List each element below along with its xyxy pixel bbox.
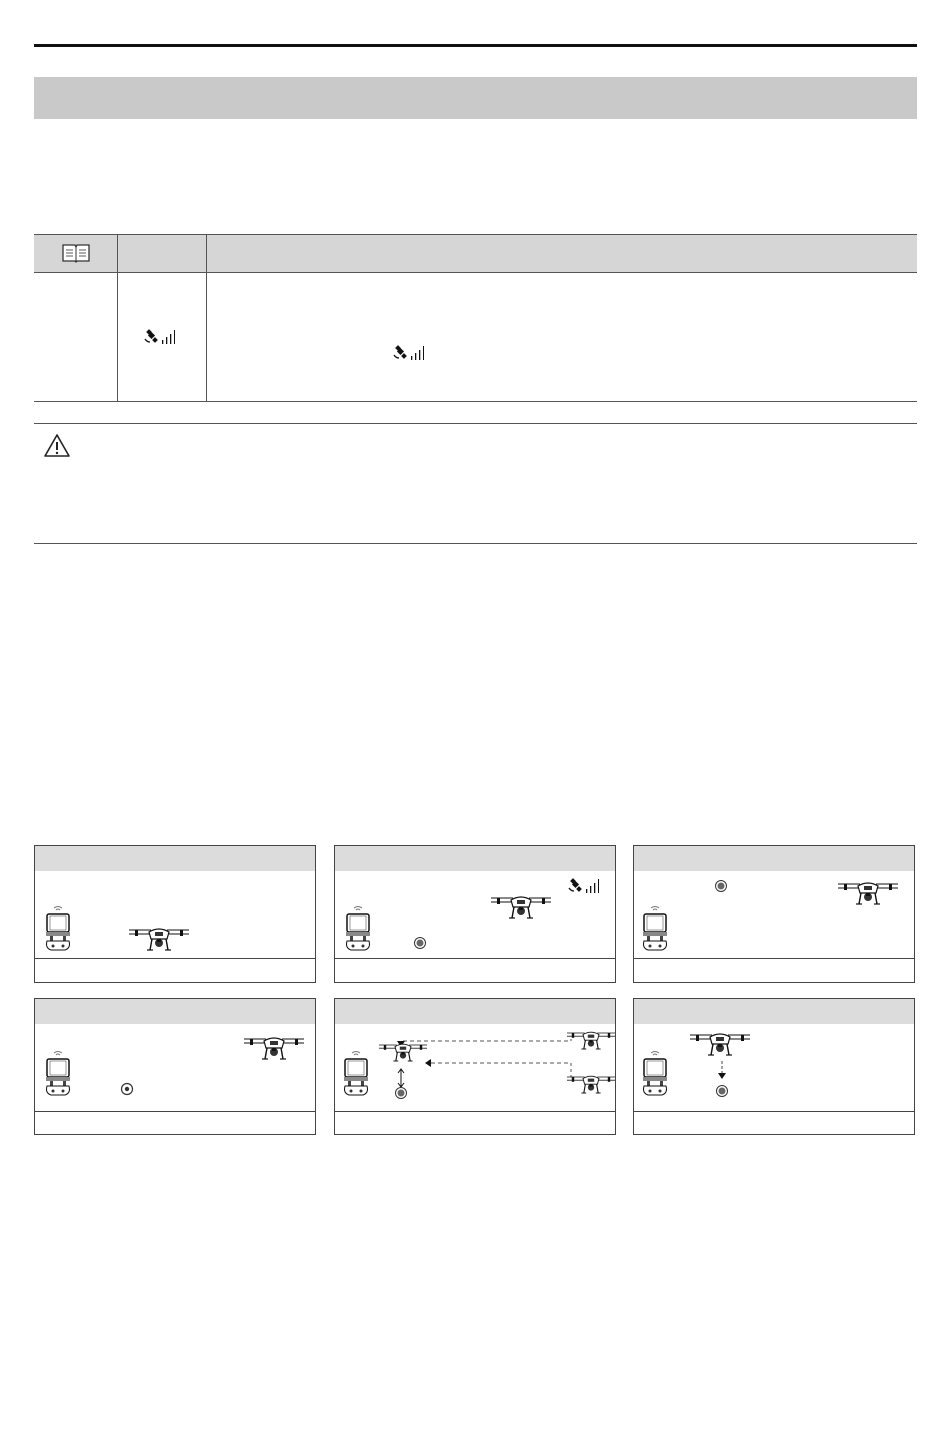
section-title-bar	[34, 77, 917, 119]
panel-footer-rule	[634, 958, 914, 959]
warning-bottom-rule	[34, 543, 917, 544]
diagram-panel-1	[34, 845, 316, 983]
diagram-panel-6	[633, 998, 915, 1135]
aircraft-icon	[240, 1033, 310, 1067]
home-point-icon	[393, 1085, 409, 1101]
satellite-signal-icon	[144, 330, 178, 346]
panel-footer-rule	[35, 958, 315, 959]
panel-footer-rule	[335, 1111, 615, 1112]
panel-footer-rule	[35, 1111, 315, 1112]
panel-header	[335, 846, 615, 871]
remote-controller-icon	[345, 910, 375, 956]
aircraft-icon	[686, 1029, 756, 1063]
panel-header	[634, 846, 914, 871]
diagram-panel-2	[334, 845, 616, 983]
satellite-signal-icon	[568, 879, 608, 897]
panel-header	[35, 999, 315, 1024]
aircraft-icon	[834, 878, 904, 912]
diagram-panel-3	[633, 845, 915, 983]
aircraft-icon	[381, 1039, 431, 1069]
top-rule	[34, 44, 917, 47]
aircraft-icon	[125, 924, 195, 956]
home-point-icon	[713, 878, 729, 894]
warning-triangle-icon	[44, 433, 72, 459]
panel-header	[35, 846, 315, 871]
book-icon	[61, 242, 91, 264]
panel-header	[335, 999, 615, 1024]
remote-controller-icon	[45, 1055, 75, 1101]
table-bottom-rule	[34, 401, 917, 402]
remote-controller-icon	[642, 1055, 672, 1101]
home-point-icon	[119, 1081, 135, 1097]
aircraft-icon	[487, 892, 557, 926]
satellite-signal-icon	[393, 346, 427, 362]
home-point-icon	[714, 1083, 730, 1099]
aircraft-icon	[565, 1027, 621, 1057]
panel-header	[634, 999, 914, 1024]
remote-controller-icon	[45, 910, 75, 956]
panel-footer-rule	[634, 1111, 914, 1112]
panel-footer-rule	[335, 958, 615, 959]
diagram-panel-5	[334, 998, 616, 1135]
aircraft-icon	[565, 1071, 621, 1101]
diagram-panel-4	[34, 998, 316, 1135]
remote-controller-icon	[642, 910, 672, 956]
warning-top-rule	[34, 423, 917, 424]
table-header	[34, 234, 917, 273]
home-point-icon	[412, 935, 428, 951]
table-divider	[206, 234, 207, 402]
table-divider	[117, 234, 118, 402]
remote-controller-icon	[343, 1055, 373, 1101]
info-table	[34, 234, 917, 403]
